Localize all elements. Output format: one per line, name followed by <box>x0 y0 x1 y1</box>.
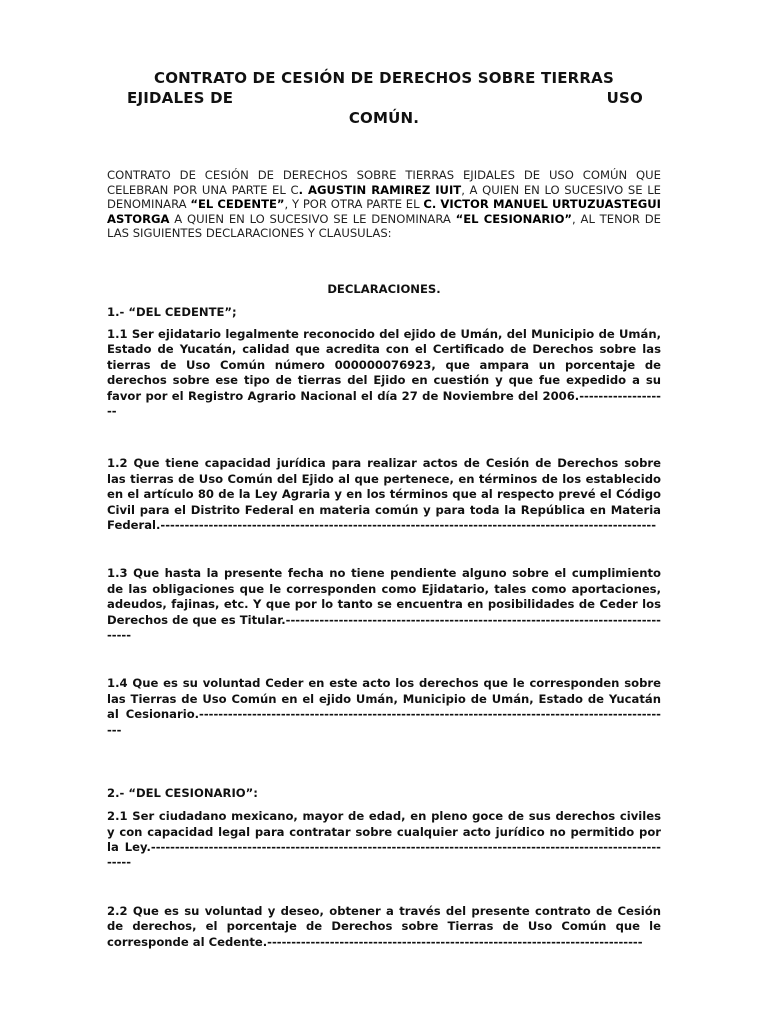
clause-1-4: 1.4 Que es su voluntad Ceder en este acto los derechos que le corresponden sobre las Tierras de Uso Común en el ejido Umán, Municipio de Umán, Estado de Yucatán al Cesionario.--------------------------------------------------------------------------------------------------- <box>107 676 661 737</box>
cesionario-heading: 2.- “DEL CESIONARIO”: <box>107 786 258 801</box>
cesionario-name: C. VICTOR MANUEL URTUZUASTEGUI ASTORGA <box>107 197 661 226</box>
document-page <box>107 68 661 950</box>
cesionario-role: “EL CESIONARIO” <box>455 211 573 226</box>
cedente-name: . AGUSTIN RAMIREZ IUIT <box>298 182 462 197</box>
title-line-3: COMÚN. <box>348 109 420 127</box>
clause-2-2: 2.2 Que es su voluntad y deseo, obtener a través del presente contrato de Cesión de derechos, el porcentaje de Derechos sobre Tierras de Uso Común que le corresponde al Cedente.------------------------------------------------------------------------------ <box>107 903 661 949</box>
clause-1-3: 1.3 Que hasta la presente fecha no tiene pendiente alguno sobre el cumplimiento de las obligaciones que le corresponden como Ejidatario, tales como aportaciones, adeudos, fajinas, etc. Y que por lo tanto se encuentra en posibilidades de Ceder los Derechos de que es Titular.----------------------------------------------------------------------------------- <box>107 566 661 643</box>
clause-1-2: 1.2 Que tiene capacidad jurídica para realizar actos de Cesión de Derechos sobre las tierras de Uso Común del Ejido al que pertenece, en términos de los establecido en el artículo 80 de la Ley Agraria y en los términos que al respecto prevé el Código Civil para el Distrito Federal en materia común y para toda la República en Materia Federal.------------------------------------------------------------------------------------------------------- <box>107 456 661 533</box>
intro-paragraph <box>107 168 661 241</box>
intro-part-2: , A QUIEN EN LO SUCESIVO SE LE DENOMINARA <box>107 182 661 212</box>
intro-part-1: CONTRATO DE CESIÓN DE DERECHOS SOBRE TIERRAS EJIDALES DE USO COMÚN QUE CELEBRAN POR UNA PARTE EL C <box>107 168 661 197</box>
cedente-role: “EL CEDENTE” <box>190 197 285 212</box>
intro-part-3: , Y POR OTRA PARTE EL <box>284 197 424 212</box>
title-line-2 <box>107 88 661 108</box>
document-title <box>107 68 661 128</box>
intro-part-4: A QUIEN EN LO SUCESIVO SE LE DENOMINARA <box>169 211 456 226</box>
cedente-heading: 1.- “DEL CEDENTE”; <box>107 304 237 319</box>
intro-part-5: , AL TENOR DE LAS SIGUIENTES DECLARACIONES Y CLAUSULAS: <box>107 211 661 241</box>
declaraciones-heading: DECLARACIONES. <box>327 281 441 296</box>
title-line-2-right: USO <box>606 89 643 107</box>
clause-2-1: 2.1 Ser ciudadano mexicano, mayor de edad, en pleno goce de sus derechos civiles y con capacidad legal para contratar sobre cualquier acto jurídico no permitido por la Ley.--------------------------------------------------------------------------------------------------------------- <box>107 809 661 870</box>
clause-1-1: 1.1 Ser ejidatario legalmente reconocido del ejido de Umán, del Municipio de Umán, Estado de Yucatán, calidad que acredita con el Certificado de Derechos sobre las tierras de Uso Común número 000000076923, que ampara un porcentaje de derechos sobre ese tipo de tierras del Ejido en cuestión y que fue expedido a su favor por el Registro Agrario Nacional el día 27 de Noviembre del 2006.------------------- <box>107 326 661 418</box>
title-line-2-left: EJIDALES DE <box>127 89 234 107</box>
title-line-1: CONTRATO DE CESIÓN DE DERECHOS SOBRE TIERRAS <box>154 69 614 87</box>
